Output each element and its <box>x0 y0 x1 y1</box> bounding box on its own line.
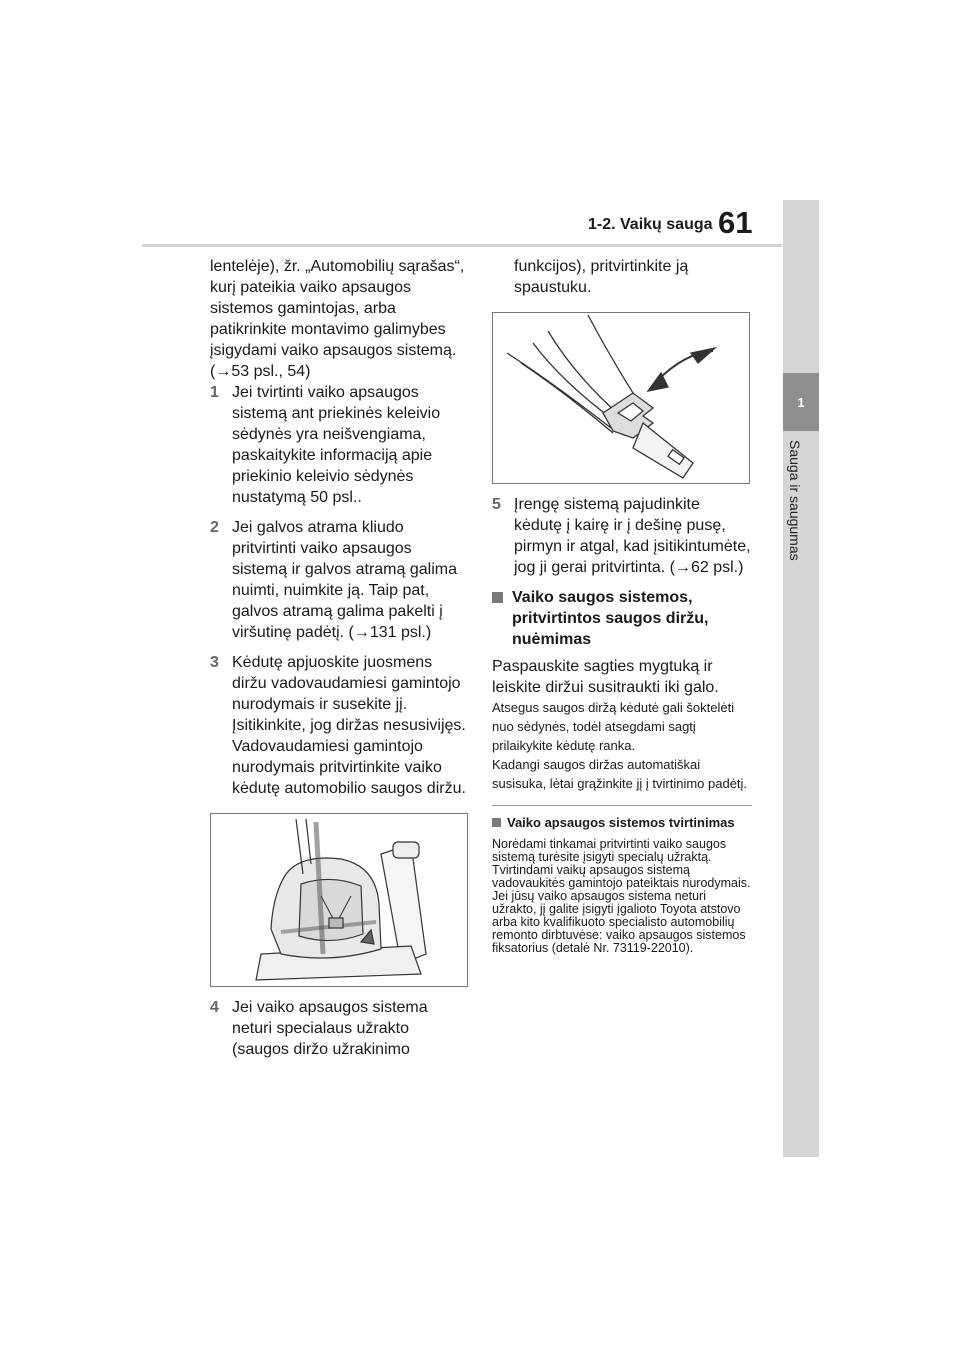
square-bullet-icon <box>492 592 503 603</box>
subsection-heading <box>492 816 752 830</box>
continuation-text: funkcijos), pritvirtinkite ją spaustuku. <box>514 258 689 296</box>
section-heading-text: Vaiko saugos sistemos, pritvirtintos saugos diržu, nuėmimas <box>512 589 709 648</box>
note-paragraph: Kadangi saugos diržas automatiškai susisuka, lėtai grąžinkite jį į tvirtinimo padėtį. <box>492 757 748 791</box>
subsection-text: Norėdami tinkamai pritvirtinti vaiko saugos sistemą turėsite įsigyti specialų užraktą. Tvirtindami vaikų apsaugos sistemą vadovaukitės gamintojo pateiktais nurodymais. Jei jūsų vaiko apsaugos sistema neturi užrakto, jį galite įsigyti įgalioto Toyota atstovo arba kito kvalifikuoto specialisto automobilių remonto dirbtuvėse: vaiko apsaugos sistemos fiksatorius (detalė Nr. 73119-22010). <box>492 837 751 955</box>
step-1 <box>210 382 470 508</box>
chapter-number: 1 <box>783 373 819 431</box>
step-text: Įrengę sistemą pajudinkite kėdutę į kairę ir į dešinę pusę, pirmyn ir atgal, kad įsitikintumėte, jog ji gerai pritvirtinta. (→62 psl.) <box>514 496 751 576</box>
section-title: 1-2. Vaikų sauga <box>588 216 713 233</box>
intro-paragraph: lentelėje), žr. „Automobilių sąrašas“, kurį pateikia vaiko apsaugos sistemos gamintojas, arba patikrinkite montavimo galimybes įsigydami vaiko apsaugos sistemą. (→53 psl., 54) <box>210 258 465 380</box>
chapter-label: Sauga ir saugumas <box>787 440 803 561</box>
step-4 <box>210 997 470 1060</box>
step-2 <box>210 517 470 643</box>
left-column <box>210 256 470 1069</box>
section-heading <box>492 587 752 650</box>
section-divider <box>492 805 752 806</box>
step-number: 3 <box>210 654 219 671</box>
header-divider <box>142 244 782 247</box>
page-number: 61 <box>718 205 753 240</box>
body-paragraph: Paspauskite sagties mygtuką ir leiskite diržui susitraukti iki galo. <box>492 658 719 696</box>
step-number: 2 <box>210 519 219 536</box>
note-paragraph: Atsegus saugos diržą kėdutė gali šoktelėti nuo sėdynės, todėl atsegdami sagtį prilaikykite kėdutę ranka. <box>492 700 735 753</box>
step-number: 4 <box>210 999 219 1016</box>
step-3 <box>210 652 470 799</box>
step-text: Jei vaiko apsaugos sistema neturi specialaus užrakto (saugos diržo užrakinimo <box>232 999 428 1058</box>
square-bullet-icon <box>492 818 501 827</box>
right-column <box>492 256 752 955</box>
step-number: 5 <box>492 496 501 513</box>
chapter-side-tab <box>783 200 819 1157</box>
locking-clip-illustration <box>492 312 750 484</box>
step-number: 1 <box>210 384 219 401</box>
step-text: Jei tvirtinti vaiko apsaugos sistemą ant priekinės keleivio sėdynės yra neišvengiama, paskaitykite informaciją apie priekinio keleivio sėdynės nustatymą 50 psl.. <box>232 384 441 506</box>
child-seat-illustration <box>210 813 468 987</box>
subsection-heading-text: Vaiko apsaugos sistemos tvirtinimas <box>507 815 735 830</box>
step-text: Jei galvos atrama kliudo pritvirtinti vaiko apsaugos sistemą ir galvos atramą galima nuimti, nuimkite ją. Taip pat, galvos atramą galima pakelti į viršutinę padėtį. (→131 psl.) <box>232 519 457 641</box>
step-text: Kėdutę apjuoskite juosmens diržu vadovaudamiesi gamintojo nurodymais ir susekite jį. Įsitikinkite, jog diržas nesusivijęs. Vadovaudamiesi gamintojo nurodymais pritvirtinkite vaiko kėdutę automobilio saugos diržu. <box>232 654 466 797</box>
step-5 <box>492 494 752 578</box>
